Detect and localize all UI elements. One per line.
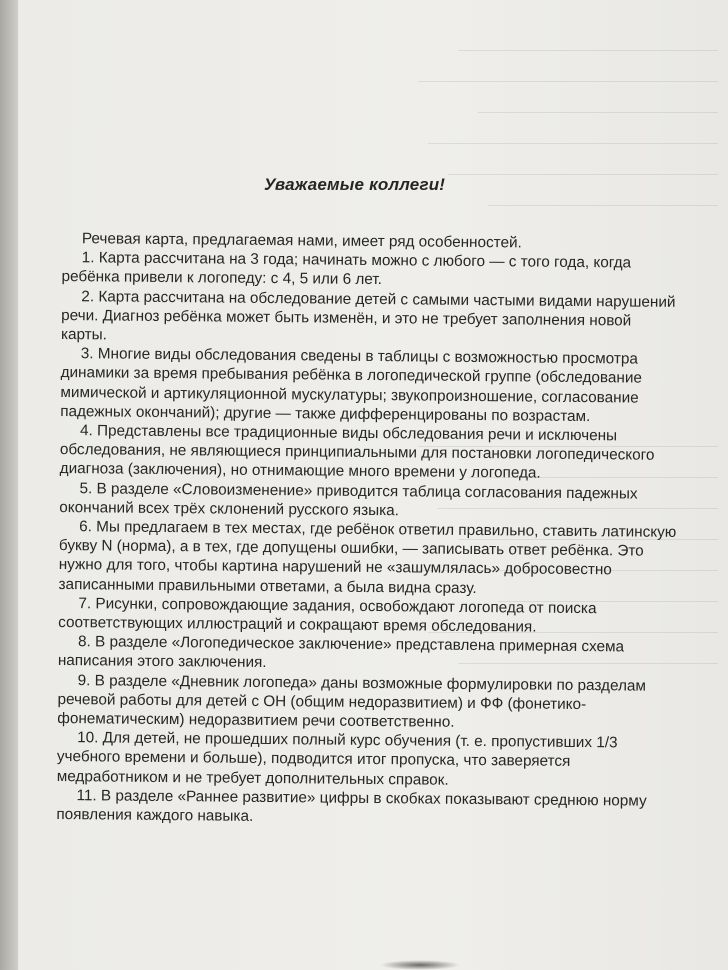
paragraph-item-1: 1. Карта рассчитана на 3 года; начинать можно с любого — с того года, когда ребёнка привели к логопеду: с 4, 5 или 6 лет. (61, 249, 632, 289)
paragraph-item-4: 4. Представлены все традиционные виды обследования речи и исключены обследования, не являющиеся принципиальными для постановки логопедического диагноза (заключения), но отнимающие много времени у логопеда. (59, 422, 655, 483)
paragraph-item-5: 5. В разделе «Словоизменение» приводится таблица согласования падежных окончаний всех трёх склонений русского языка. (59, 479, 638, 520)
paragraph-item-8: 8. В разделе «Логопедическое заключение» представлена примерная схема написания этого заключения. (57, 633, 625, 672)
page-body (56, 229, 680, 830)
paragraph-item-6: 6. Мы предлагаем в тех местах, где ребёнок ответил правильно, ставить латинскую букву N (норма), а в тех, где допущены ошибки, — записывать ответ ребёнка. Это нужно для того, чтобы картина нарушений не «зашумлялась» добросовестно записанными правильными ответами, а была видна сразу. (58, 518, 677, 597)
paragraph-item-3: 3. Многие виды обследования сведены в таблицы с возможностью просмотра динамики за время пребывания ребёнка в логопедической группе (обследование мимической и артикуляционной мускулатуры; звукопроизношение, согласование падежных окончаний); другие — также дифференцированы по возрастам. (60, 345, 643, 425)
paragraph-item-9: 9. В разделе «Дневник логопеда» даны возможные формулировки по разделам речевой работы для детей с ОН (общим недоразвитием) и ФФ (фонетико-фонематическим) недоразвитием речи соответственно. (57, 671, 647, 731)
page (18, 0, 728, 970)
intro-paragraph: Речевая карта, предлагаемая нами, имеет ряд особенностей. (81, 230, 522, 252)
paragraph-item-7: 7. Рисунки, сопровождающие задания, освобождают логопеда от поиска соответствующих иллюстраций и сокращают время обследования. (58, 595, 597, 636)
page-heading: Уважаемые коллеги! (264, 175, 446, 194)
book-binding-edge (0, 0, 18, 970)
paragraph-item-11: 11. В разделе «Раннее развитие» цифры в скобках показывают среднюю норму появления каждого навыка. (56, 787, 647, 825)
paragraph-item-10: 10. Для детей, не прошедших полный курс обучения (т. е. пропустивших 1/3 учебного времени и больше), подводится итог пропуска, что заверяется медработником и не требует дополнительных справок. (56, 729, 618, 789)
bottom-shadow (380, 960, 460, 970)
paragraph-item-2: 2. Карта рассчитана на обследование детей с самыми частыми видами нарушений речи. Диагноз ребёнка может быть изменён, и это не требует заполнения новой карты. (60, 287, 676, 344)
